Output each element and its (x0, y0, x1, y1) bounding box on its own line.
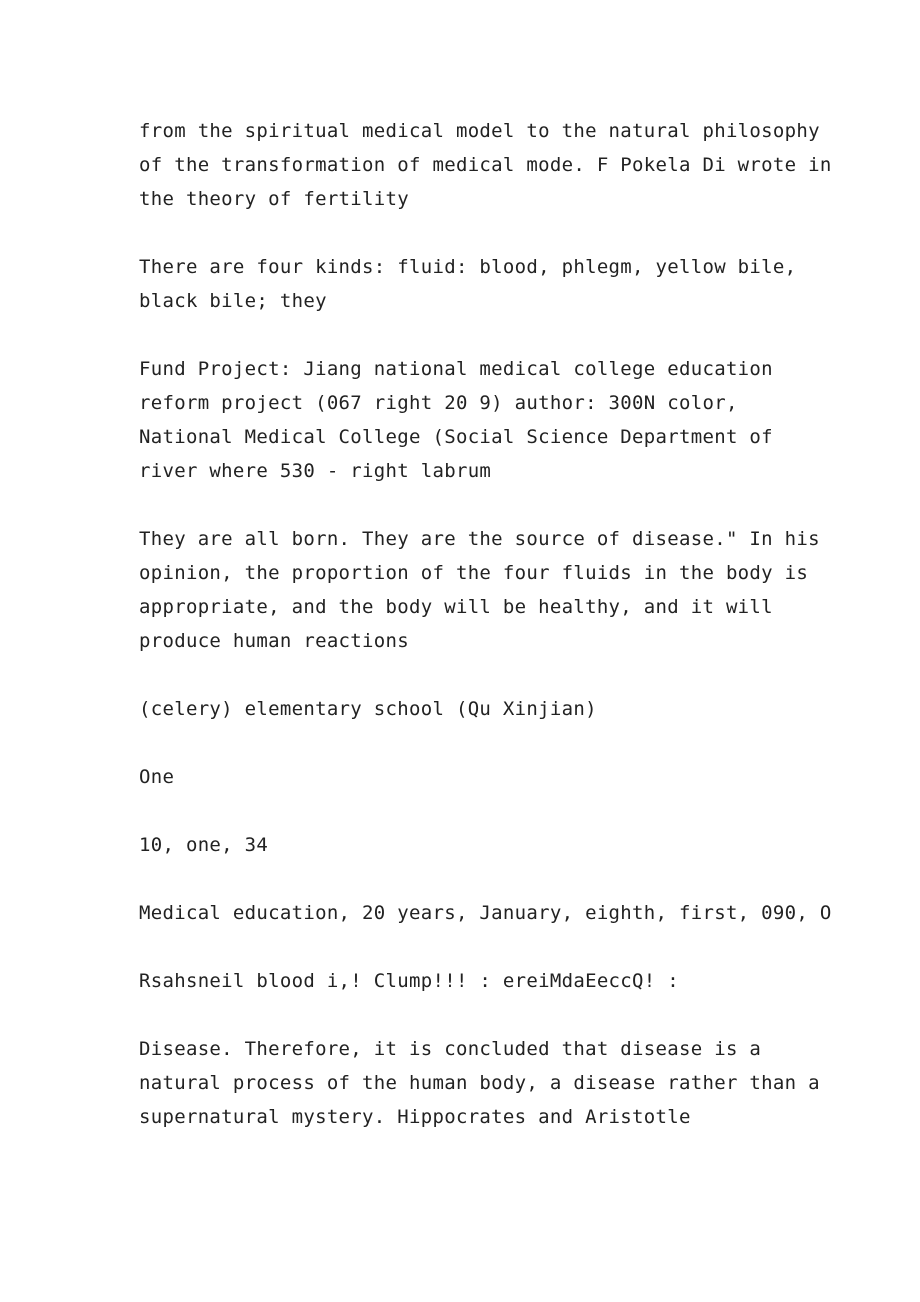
text-line: There are four kinds: fluid: blood, phlegm, yellow bile, (139, 256, 797, 278)
text-line: (celery) elementary school (Qu Xinjian) (139, 698, 597, 720)
text-line: from the spiritual medical model to the natural philosophy (139, 120, 820, 142)
paragraph-7 (139, 828, 799, 862)
paragraph-4 (139, 522, 820, 658)
text-line: Rsahsneil blood i,! Clump!!! : ereiMdaEeccQ! : (139, 970, 679, 992)
paragraph-9 (139, 964, 799, 998)
text-line: reform project (067 right 20 9) author: 300N color, (139, 392, 738, 414)
text-line: National Medical College (Social Science Department of (139, 426, 773, 448)
text-line: produce human reactions (139, 630, 409, 652)
text-line: Medical education, 20 years, January, eighth, first, 090, O (139, 902, 832, 924)
text-line: One (139, 766, 175, 788)
paragraph-8 (139, 896, 832, 930)
text-line: supernatural mystery. Hippocrates and Aristotle (139, 1106, 691, 1128)
document-body (139, 114, 832, 1168)
paragraph-1 (139, 114, 832, 216)
text-line: of the transformation of medical mode. F Pokela Di wrote in (139, 154, 832, 176)
text-line: natural process of the human body, a disease rather than a (139, 1072, 820, 1094)
text-line: They are all born. They are the source of disease." In his (139, 528, 820, 550)
text-line: appropriate, and the body will be healthy, and it will (139, 596, 773, 618)
paragraph-10 (139, 1032, 820, 1134)
text-line: the theory of fertility (139, 188, 409, 210)
text-line: Fund Project: Jiang national medical college education (139, 358, 773, 380)
paragraph-6 (139, 760, 799, 794)
text-line: river where 530 - right labrum (139, 460, 492, 482)
text-line: 10, one, 34 (139, 834, 269, 856)
paragraph-3 (139, 352, 799, 488)
paragraph-5 (139, 692, 799, 726)
text-line: opinion, the proportion of the four fluids in the body is (139, 562, 809, 584)
text-line: Disease. Therefore, it is concluded that disease is a (139, 1038, 762, 1060)
paragraph-2 (139, 250, 799, 318)
text-line: black bile; they (139, 290, 327, 312)
